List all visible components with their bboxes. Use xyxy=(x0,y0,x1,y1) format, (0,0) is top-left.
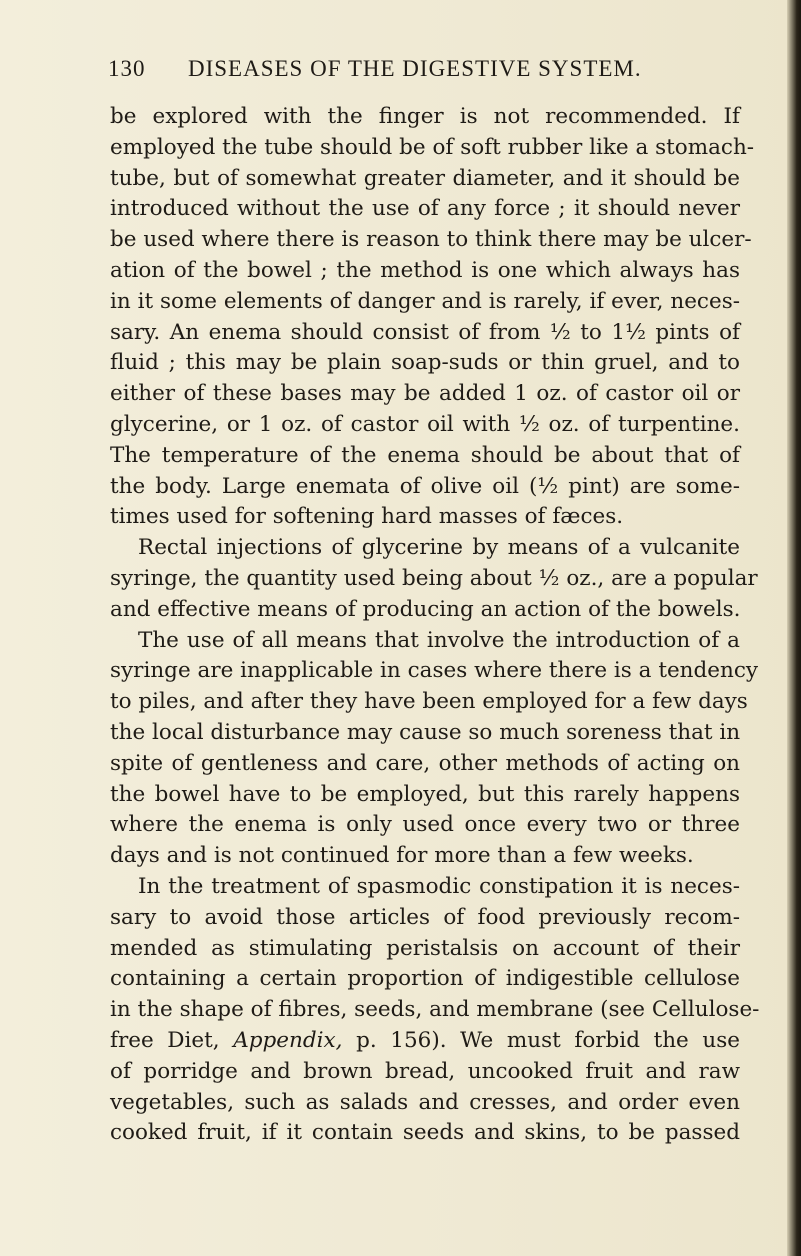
text-line: vegetables, such as salads and cresses, and order even xyxy=(110,1089,740,1115)
appendix-reference: Appendix, xyxy=(233,1027,343,1053)
text-line: cooked fruit, if it contain seeds and skins, to be passed xyxy=(110,1120,740,1146)
text-line: be explored with the finger is not recommended. If xyxy=(110,104,740,129)
page-edge-shadow xyxy=(787,0,801,1256)
text-line: The use of all means that involve the introduction of a xyxy=(138,627,740,653)
running-title: DISEASES OF THE DIGESTIVE SYSTEM. xyxy=(188,56,642,81)
text-line: Rectal injections of glycerine by means of a vulcanite xyxy=(138,535,740,561)
text-line: the body. Large enemata of olive oil (½ pint) are some- xyxy=(110,473,740,499)
page-header xyxy=(108,56,748,86)
text-line: in the shape of fibres, seeds, and membrane (see Cellulose- xyxy=(110,997,760,1023)
text-line: introduced without the use of any force ; it should never xyxy=(110,196,740,222)
text-line: syringe are inapplicable in cases where there is a tendency xyxy=(110,658,759,684)
text-line: spite of gentleness and care, other methods of acting on xyxy=(110,750,740,776)
text-line: be used where there is reason to think there may be ulcer- xyxy=(110,227,752,253)
line-segment: free Diet, xyxy=(110,1027,234,1053)
text-line: in it some elements of danger and is rarely, if ever, neces- xyxy=(110,288,740,314)
text-line: mended as stimulating peristalsis on account of their xyxy=(110,935,740,961)
text-line: fluid ; this may be plain soap-suds or thin gruel, and to xyxy=(110,350,740,376)
text-line: days and is not continued for more than a few weeks. xyxy=(110,843,694,869)
text-line: syringe, the quantity used being about ½ oz., are a popular xyxy=(110,565,758,591)
line-segment: p. 156). We must forbid the use xyxy=(342,1027,740,1053)
text-line: The temperature of the enema should be about that of xyxy=(110,442,740,468)
text-line: In the treatment of spasmodic constipation it is neces- xyxy=(138,873,740,899)
page-number: 130 xyxy=(108,56,146,81)
text-line: tube, but of somewhat greater diameter, and it should be xyxy=(110,165,740,191)
text-line: ation of the bowel ; the method is one which always has xyxy=(110,257,740,283)
text-line: the bowel have to be employed, but this rarely happens xyxy=(110,781,740,807)
text-line: of porridge and brown bread, uncooked fruit and raw xyxy=(110,1058,740,1084)
text-line: times used for softening hard masses of fæces. xyxy=(110,504,624,530)
text-line: glycerine, or 1 oz. of castor oil with ½ oz. of turpentine. xyxy=(110,411,740,437)
text-line: to piles, and after they have been employed for a few days xyxy=(110,689,748,715)
text-line: sary to avoid those articles of food previously recom- xyxy=(110,904,740,930)
text-line: where the enema is only used once every two or three xyxy=(110,812,740,838)
text-line: sary. An enema should consist of from ½ to 1½ pints of xyxy=(110,319,740,345)
body-text xyxy=(110,102,760,1149)
text-line-with-italic xyxy=(110,1026,740,1057)
text-line: either of these bases may be added 1 oz. of castor oil or xyxy=(110,381,740,407)
text-line: containing a certain proportion of indigestible cellulose xyxy=(110,966,740,992)
text-line: employed the tube should be of soft rubber like a stomach- xyxy=(110,134,755,160)
text-line: the local disturbance may cause so much soreness that in xyxy=(110,719,741,745)
text-line: and effective means of producing an action of the bowels. xyxy=(110,596,741,622)
